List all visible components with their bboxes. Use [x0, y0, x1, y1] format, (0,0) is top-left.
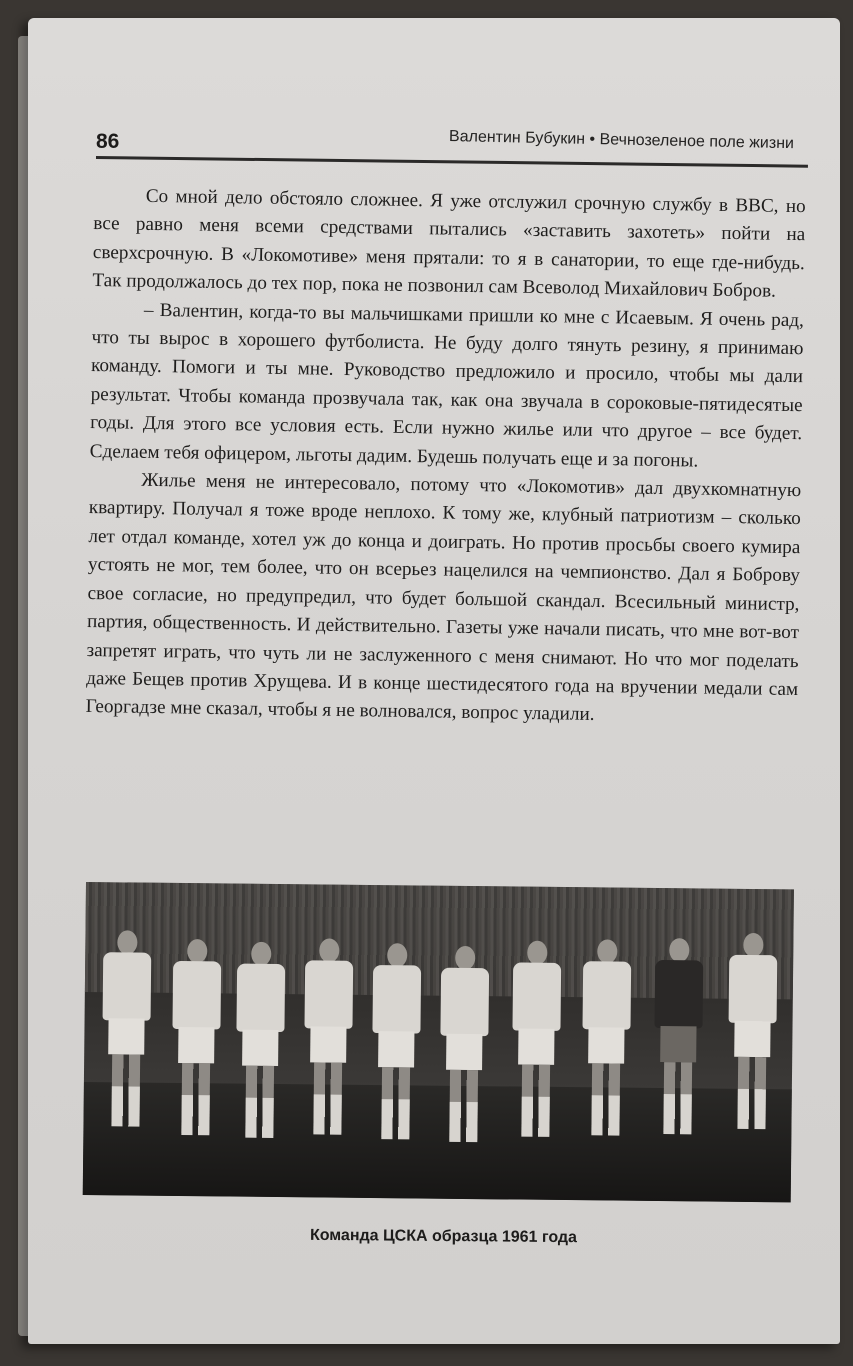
player-figure	[577, 939, 636, 1190]
page-number: 86	[96, 130, 120, 153]
player-figure	[435, 946, 494, 1197]
player-figure	[97, 930, 156, 1181]
running-head: Валентин Бубукин • Вечнозеленое поле жизни	[448, 128, 795, 153]
player-figure	[723, 933, 782, 1184]
team-photo	[83, 882, 794, 1202]
goalkeeper-figure	[649, 938, 708, 1189]
player-figure	[367, 943, 426, 1194]
player-figure	[231, 942, 290, 1193]
photo-caption: Команда ЦСКА образца 1961 года	[309, 1226, 578, 1247]
player-figure	[167, 939, 226, 1190]
body-text	[86, 182, 806, 733]
paragraph-1: Со мной дело обстояло сложнее. Я уже отслужил срочную службу в ВВС, но все равно меня всеми средствами пытались «заставить захотеть» пойти на сверхсрочную. В «Локомотиве» меня прятали: то я в санатории, то еще где-нибудь. Так продолжалось до тех пор, пока не позвонил сам Всеволод Михайлович Бобров.	[92, 185, 806, 302]
player-figure	[299, 938, 358, 1189]
page-header	[96, 120, 812, 160]
player-figure	[507, 940, 566, 1191]
paragraph-3: Жилье меня не интересовало, потому что «Локомотив» дал двухкомнатную квартиру. Получал я тоже вроде неплохо. К тому же, клубный патриотизм – сколько лет отдал команде, хотел уж до конца и доиграть. Но против просьбы своего кумира устоять не мог, тем более, что он всерьез нацелился на чемпионство. Дал я Боброву свое согласие, но предупредил, что будет большой скандал. Всесильный министр, партия, общественность. И действительно. Газеты уже начали писать, что мне вот-вот запретят играть, что чуть ли не заслуженного с меня снимают. Но что мог поделать даже Бещев против Хрущева. И в конце шестидесятого года на вручении медали сам Георгадзе мне сказал, чтобы я не волновался, вопрос уладили.	[85, 469, 802, 726]
paragraph-2: – Валентин, когда-то вы мальчишками пришли ко мне с Исаевым. Я очень рад, что ты вырос в хорошего футболиста. Не буду долго тянуть резину, я принимаю команду. Помоги и ты мне. Руководство предложило и просило, чтобы мы дали результат. Чтобы команда прозвучала так, как она звучала в сороковые-пятидесятые годы. Для этого все условия есть. Если нужно жилье или что другое – все будет. Сделаем тебя офицером, льготы дадим. Будешь получать еще и за погоны.	[89, 299, 805, 472]
